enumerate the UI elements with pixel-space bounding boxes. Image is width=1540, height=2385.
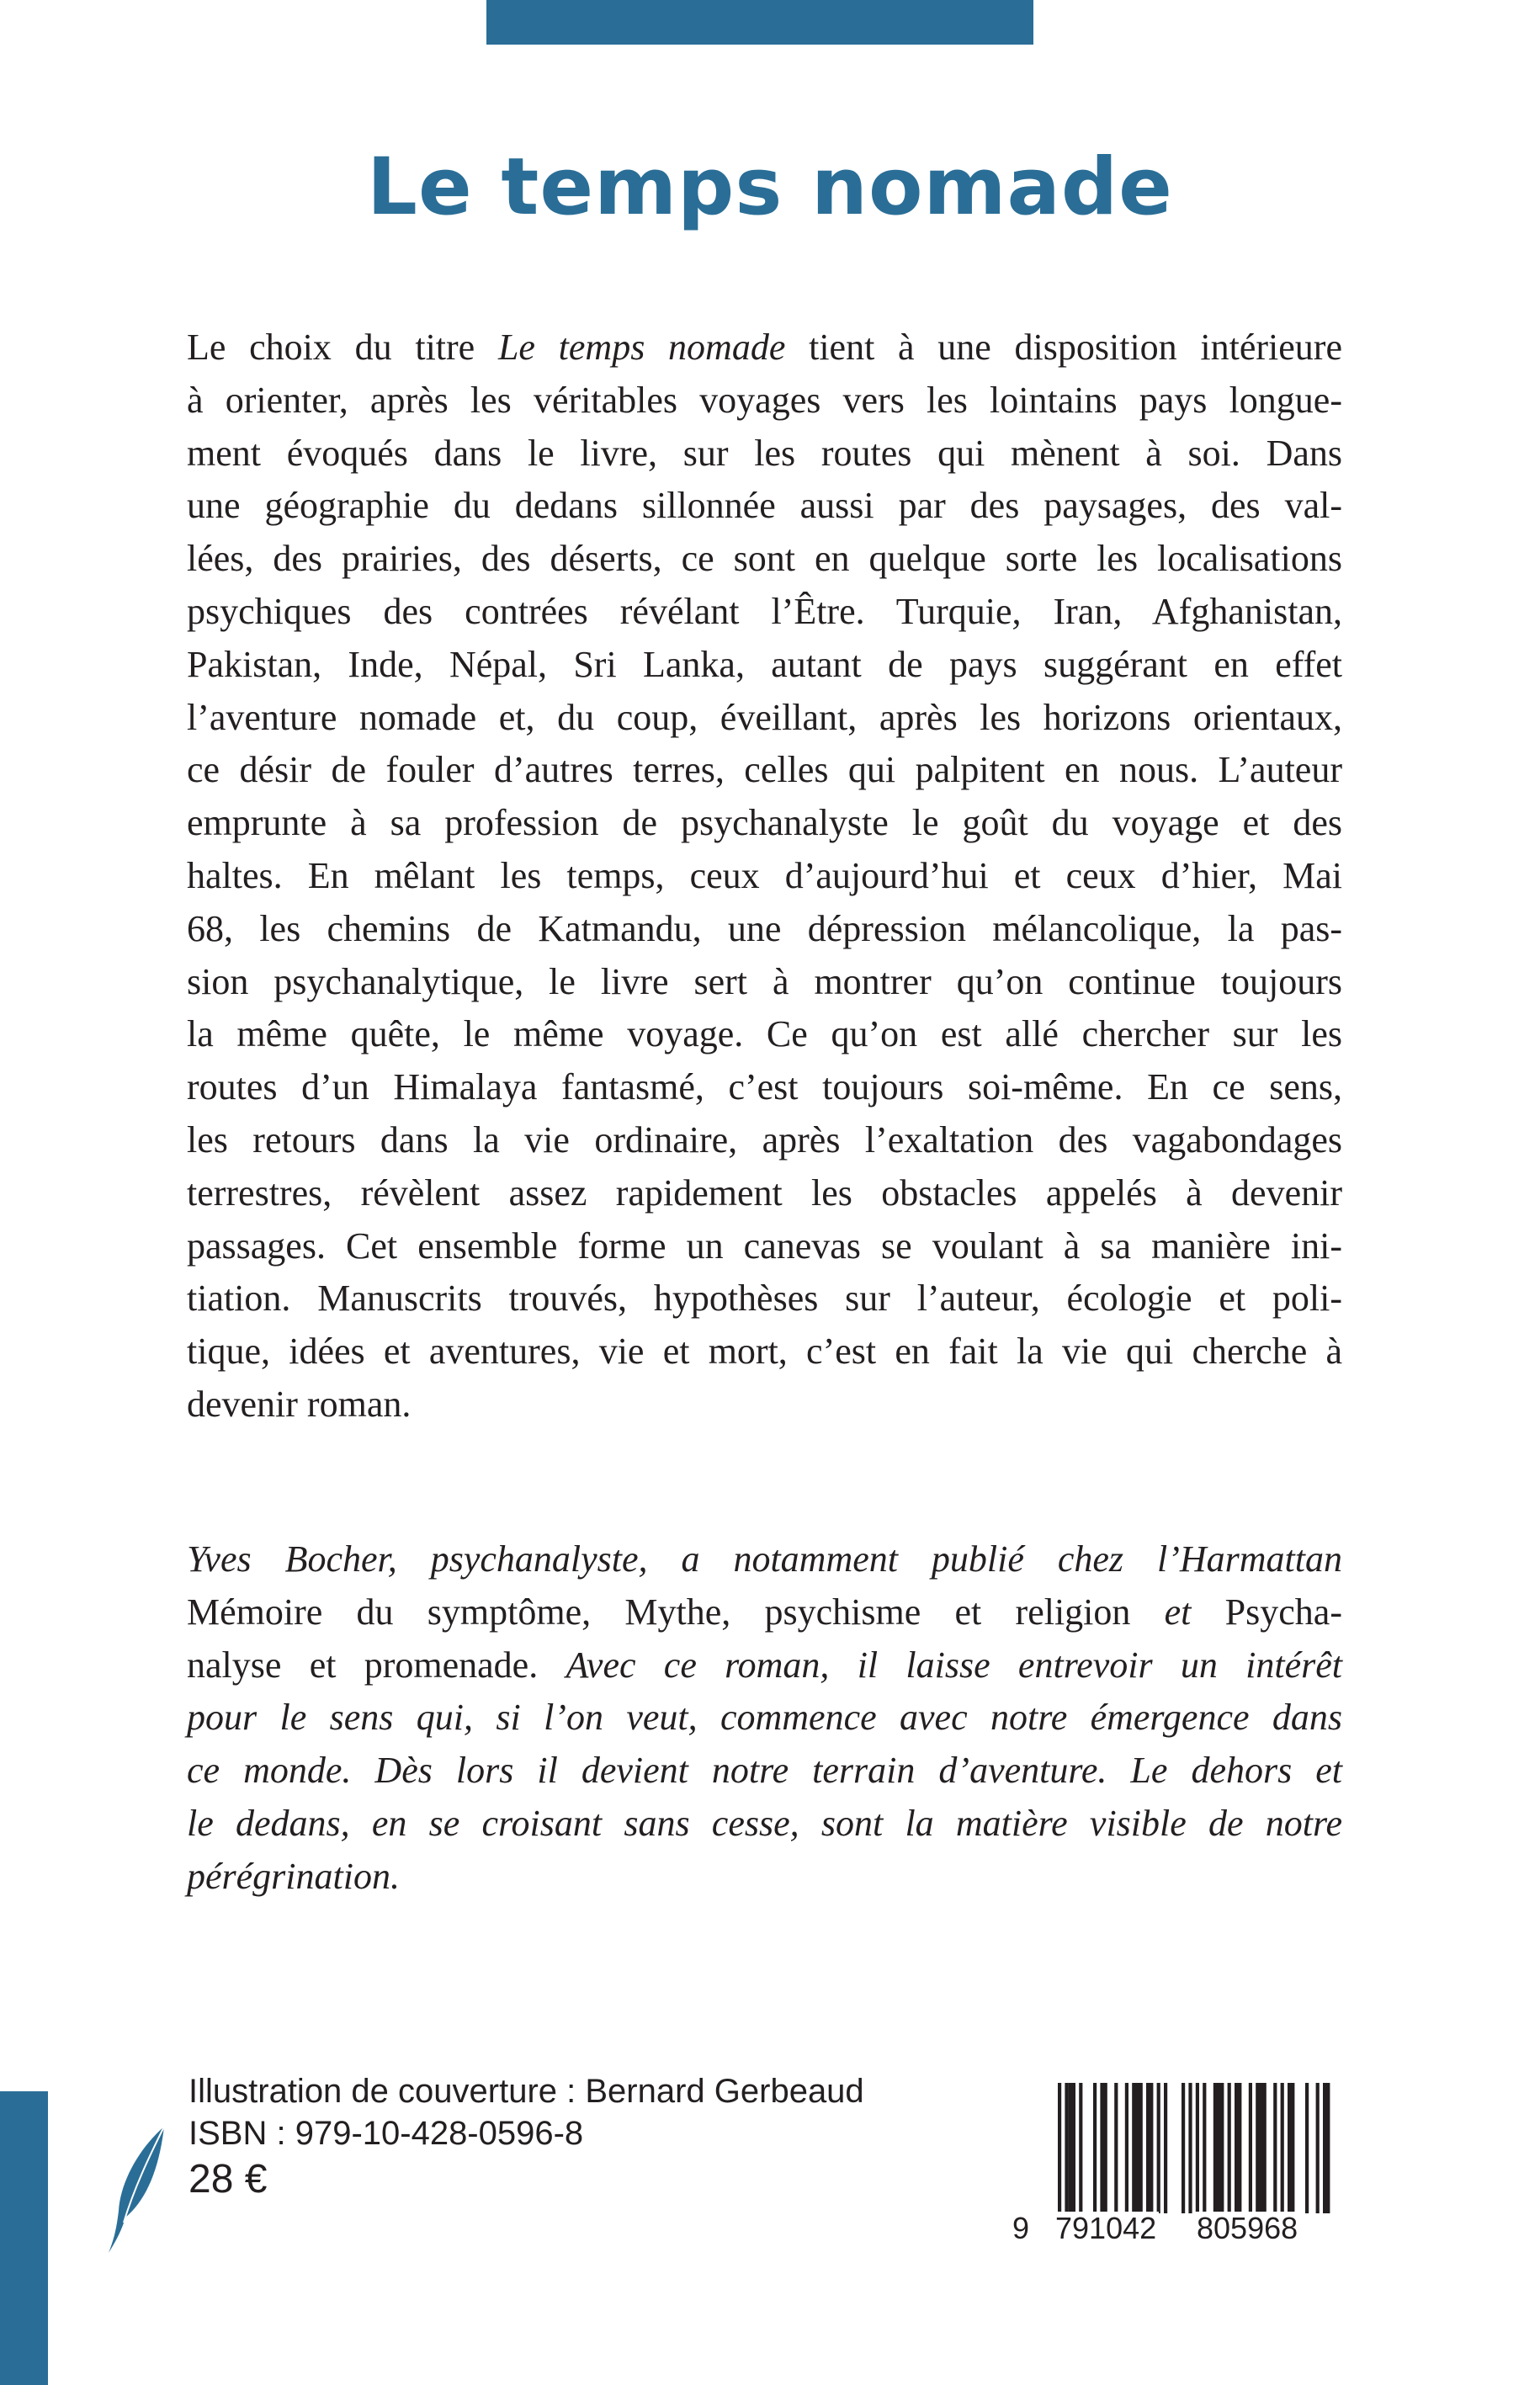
text-line bbox=[187, 1220, 1342, 1273]
text-line bbox=[187, 1061, 1342, 1114]
italic-text: pour le sens qui, si l’on veut, commence avec notre émergence dans bbox=[187, 1697, 1342, 1739]
top-accent-bar bbox=[486, 0, 1033, 45]
text-run: Mémoire du symptôme, Mythe, psychisme et religion bbox=[187, 1591, 1165, 1633]
text-run: Psycha- bbox=[1191, 1591, 1342, 1633]
text-run: routes d’un Himalaya fantasmé, c’est toujours soi-même. En ce sens, bbox=[187, 1066, 1342, 1108]
barcode-bar bbox=[1079, 2083, 1082, 2213]
barcode-bar bbox=[1235, 2083, 1241, 2213]
text-line bbox=[187, 1114, 1342, 1167]
text-line bbox=[187, 586, 1342, 639]
text-run: Le choix du titre bbox=[187, 327, 498, 368]
text-run: nalyse et promenade. bbox=[187, 1644, 566, 1686]
text-run: tiation. Manuscrits trouvés, hypothèses sur l’auteur, écologie et poli- bbox=[187, 1277, 1342, 1320]
barcode-bar bbox=[1323, 2083, 1330, 2213]
text-run: haltes. En mêlant les temps, ceux d’aujourd’hui et ceux d’hier, Mai bbox=[187, 854, 1342, 896]
text-run: sion psychanalytique, le livre sert à montrer qu’on continue toujours bbox=[187, 960, 1342, 1002]
barcode-bar bbox=[1288, 2083, 1294, 2213]
text-run: terrestres, révèlent assez rapidement les obstacles appelés à devenir bbox=[187, 1171, 1342, 1214]
barcode-bar bbox=[1188, 2083, 1192, 2213]
text-run: ment évoqués dans le livre, sur les routes qui mènent à soi. Dans bbox=[187, 432, 1342, 474]
text-line bbox=[187, 639, 1342, 692]
text-line bbox=[187, 1167, 1342, 1220]
barcode-bar bbox=[1249, 2083, 1252, 2213]
text-line bbox=[187, 1533, 1342, 1586]
barcode-bar bbox=[1281, 2083, 1284, 2213]
text-line bbox=[187, 480, 1342, 533]
barcode-bar bbox=[1093, 2083, 1097, 2213]
barcode-bar bbox=[1146, 2083, 1153, 2213]
text-run: psychiques des contrées révélant l’Être. Turquie, Iran, Afghanistan, bbox=[187, 590, 1342, 632]
barcode-bar bbox=[1305, 2083, 1309, 2213]
barcode-bar bbox=[1316, 2083, 1320, 2213]
text-line bbox=[187, 533, 1342, 586]
text-line bbox=[187, 850, 1342, 903]
text-line bbox=[187, 428, 1342, 481]
barcode-bar bbox=[1164, 2083, 1167, 2213]
italic-text: pérégrination. bbox=[187, 1855, 400, 1897]
italic-text: Le temps nomade bbox=[497, 327, 786, 368]
barcode-digits-left: 791042 bbox=[1053, 2212, 1159, 2245]
text-line bbox=[187, 1325, 1342, 1378]
text-run: passages. Cet ensemble forme un canevas se voulant à sa manière ini- bbox=[187, 1224, 1342, 1267]
credits-block bbox=[189, 2070, 864, 2205]
isbn-text: ISBN : 979-10-428-0596-8 bbox=[189, 2115, 584, 2152]
text-run: emprunte à sa profession de psychanalyste le goût du voyage et des bbox=[187, 802, 1342, 844]
text-line bbox=[187, 692, 1342, 745]
italic-text: Avec ce roman, il laisse entrevoir un intérêt bbox=[566, 1644, 1343, 1686]
barcode-bar bbox=[1182, 2083, 1185, 2213]
side-accent-bar bbox=[0, 2091, 48, 2385]
text-run: tique, idées et aventures, vie et mort, c’est en fait la vie qui cherche à bbox=[187, 1331, 1342, 1373]
italic-text: ce monde. Dès lors il devient notre terrain d’aventure. Le dehors et bbox=[187, 1750, 1342, 1792]
text-line bbox=[187, 797, 1342, 850]
italic-text: le dedans, en se croisant sans cesse, sont la matière visible de notre bbox=[187, 1802, 1342, 1844]
text-line bbox=[187, 1378, 1342, 1432]
barcode-bar bbox=[1157, 2083, 1160, 2213]
text-run: ce désir de fouler d’autres terres, celles qui palpitent en nous. L’auteur bbox=[187, 749, 1342, 791]
synopsis-paragraph bbox=[187, 321, 1342, 1432]
text-line bbox=[187, 1586, 1342, 1639]
text-run: Pakistan, Inde, Népal, Sri Lanka, autant de pays suggérant en effet bbox=[187, 643, 1342, 685]
text-run: la même quête, le même voyage. Ce qu’on est allé chercher sur les bbox=[187, 1013, 1342, 1055]
text-line bbox=[187, 1008, 1342, 1061]
text-run: une géographie du dedans sillonnée aussi par des paysages, des val- bbox=[187, 485, 1342, 527]
text-line bbox=[187, 1745, 1342, 1798]
barcode-bar bbox=[1228, 2083, 1231, 2213]
barcode-bar bbox=[1196, 2083, 1199, 2213]
text-run: à orienter, après les véritables voyages vers les lointains pays longue- bbox=[187, 379, 1342, 421]
text-run: devenir roman. bbox=[187, 1383, 412, 1425]
text-line bbox=[187, 1639, 1342, 1692]
text-line bbox=[187, 1692, 1342, 1745]
author-bio-paragraph bbox=[187, 1533, 1342, 1904]
text-line bbox=[187, 1798, 1342, 1851]
text-run: 68, les chemins de Katmandu, une dépression mélancolique, la pas- bbox=[187, 907, 1342, 949]
price-text: 28 € bbox=[189, 2157, 268, 2202]
barcode-bar bbox=[1114, 2083, 1118, 2213]
barcode-bar bbox=[1100, 2083, 1107, 2213]
barcode-digits-right: 805968 bbox=[1194, 2212, 1300, 2245]
illustration-credit: Illustration de couverture : Bernard Gerbeaud bbox=[189, 2073, 864, 2110]
italic-text: Yves Bocher, psychanalyste, a notamment publié chez l’Harmattan bbox=[187, 1538, 1342, 1580]
barcode-bar bbox=[1069, 2083, 1075, 2213]
text-line bbox=[187, 903, 1342, 956]
text-line bbox=[187, 321, 1342, 374]
text-line bbox=[187, 374, 1342, 428]
text-line bbox=[187, 956, 1342, 1009]
book-title: Le temps nomade bbox=[367, 141, 1173, 233]
barcode-bar bbox=[1132, 2083, 1143, 2213]
italic-text: et bbox=[1164, 1591, 1192, 1633]
text-run: tient à une disposition intérieure bbox=[785, 327, 1342, 368]
text-line bbox=[187, 744, 1342, 797]
text-run: les retours dans la vie ordinaire, après l’exaltation des vagabondages bbox=[187, 1118, 1342, 1161]
barcode-bar bbox=[1273, 2083, 1277, 2213]
text-run: lées, des prairies, des déserts, ce sont en quelque sorte les localisations bbox=[187, 538, 1342, 580]
text-run: l’aventure nomade et, du coup, éveillant, après les horizons orientaux, bbox=[187, 696, 1342, 738]
barcode-digit-first: 9 bbox=[1012, 2211, 1030, 2245]
feather-logo-icon bbox=[105, 2123, 171, 2258]
text-line bbox=[187, 1272, 1342, 1325]
text-line bbox=[187, 1851, 1342, 1904]
barcode-bar bbox=[1125, 2083, 1128, 2213]
barcode-bar bbox=[1256, 2083, 1267, 2213]
